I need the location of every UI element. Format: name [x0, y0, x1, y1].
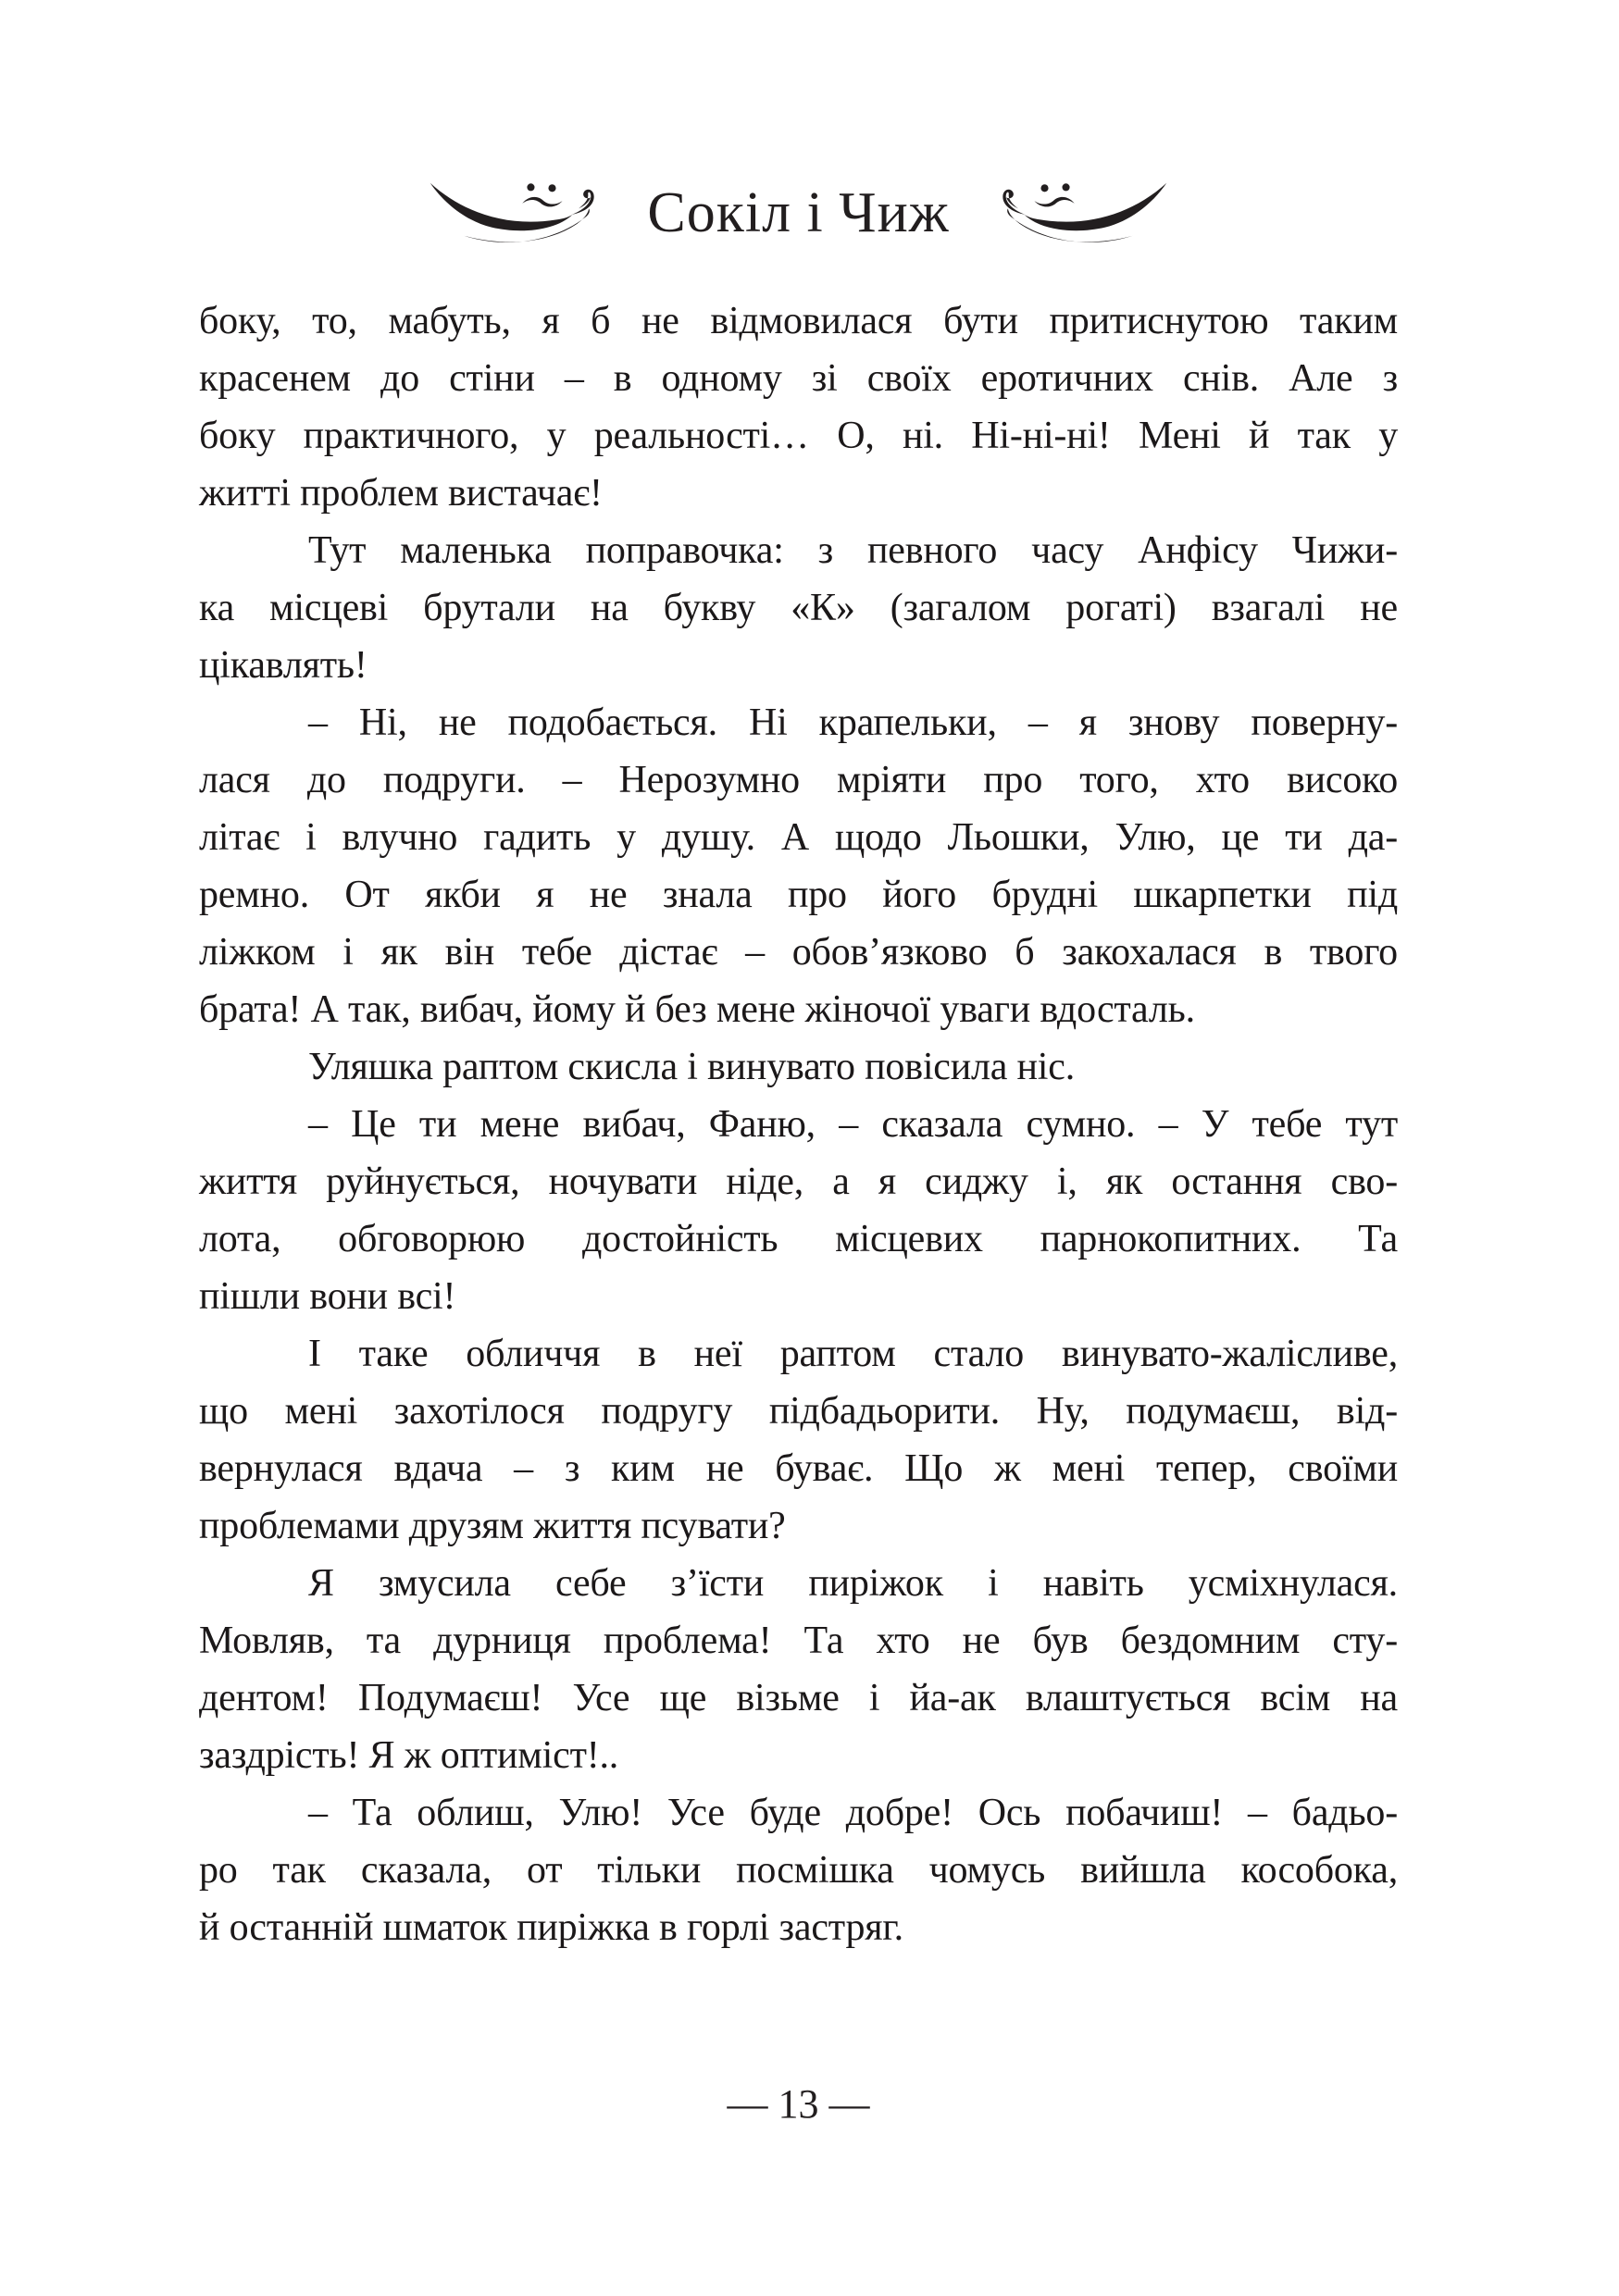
flourish-ornament-left-icon [427, 180, 623, 246]
paragraph [199, 1325, 1398, 1555]
text-line: що мені захотілося подругу підбадьорити. Ну, подумаєш, від- [199, 1390, 1398, 1433]
text-line: Тут маленька поправочка: з певного часу Анфісу Чижи- [308, 529, 1398, 572]
text-line: ремно. От якби я не знала про його брудні шкарпетки під [199, 874, 1398, 916]
text-line: дентом! Подумаєш! Усе ще візьме і йа-ак влаштується всім на [199, 1677, 1398, 1719]
text-line: житті проблем вистачає! [199, 472, 603, 515]
text-line: ка місцеві брутали на букву «К» (загалом рогаті) взагалі не [199, 587, 1398, 629]
text-line: лота, обговорюю достойність місцевих парнокопитних. Та [199, 1218, 1398, 1260]
text-line: проблемами друзям життя псувати? [199, 1505, 786, 1547]
chapter-title: Сокіл і Чиж [647, 180, 950, 244]
text-line: красенем до стіни – в одному зі своїх еротичних снів. Але з [199, 357, 1398, 400]
text-line: боку практичного, у реальності… О, ні. Ні-ні-ні! Мені й так у [199, 415, 1398, 457]
paragraph [199, 1555, 1398, 1784]
text-line: боку, то, мабуть, я б не відмовилася бути притиснутою таким [199, 300, 1398, 342]
body-text [199, 292, 1398, 1956]
text-line: Уляшка раптом скисла і винувато повісила ніс. [308, 1046, 1076, 1088]
text-line: Мовляв, та дурниця проблема! Та хто не був бездомним сту- [199, 1620, 1398, 1662]
text-line: брата! А так, вибач, йому й без мене жіночої уваги вдосталь. [199, 988, 1195, 1031]
text-line: й останній шматок пиріжка в горлі застряг. [199, 1906, 903, 1949]
text-line: літає і влучно гадить у душу. А щодо Льошки, Улю, це ти да- [199, 816, 1398, 859]
text-line: лася до подруги. – Нерозумно мріяти про того, хто високо [199, 759, 1398, 801]
text-line: ро так сказала, от тільки посмішка чомусь вийшла кособока, [199, 1849, 1398, 1892]
text-line: ліжком і як він тебе дістає – обов’язково б закохалася в твого [199, 931, 1398, 974]
paragraph [199, 1784, 1398, 1956]
running-head [199, 163, 1398, 263]
text-line: – Це ти мене вибач, Фаню, – сказала сумно. – У тебе тут [308, 1103, 1398, 1146]
page-number: — 13 — [727, 2081, 870, 2127]
text-line: заздрість! Я ж оптиміст!.. [199, 1734, 619, 1777]
paragraph [199, 694, 1398, 1038]
text-line: Я змусила себе з’їсти пиріжок і навіть усміхнулася. [308, 1562, 1398, 1605]
flourish-ornament-right-icon [974, 180, 1170, 246]
text-line: пішли вони всі! [199, 1275, 456, 1318]
text-line: – Та облиш, Улю! Усе буде добре! Ось побачиш! – бадьо- [308, 1792, 1398, 1834]
paragraph [199, 1038, 1398, 1096]
page-footer [199, 2080, 1398, 2128]
text-line: вернулася вдача – з ким не буває. Що ж мені тепер, своїми [199, 1447, 1398, 1490]
paragraph [199, 522, 1398, 694]
text-line: цікавлять! [199, 644, 367, 687]
paragraph [199, 1096, 1398, 1325]
paragraph [199, 292, 1398, 522]
text-line: життя руйнується, ночувати ніде, а я сиджу і, як остання сво- [199, 1160, 1398, 1203]
text-line: – Ні, не подобається. Ні крапельки, – я знову поверну- [308, 701, 1398, 744]
text-line: І таке обличчя в неї раптом стало винувато-жалісливе, [308, 1333, 1398, 1375]
